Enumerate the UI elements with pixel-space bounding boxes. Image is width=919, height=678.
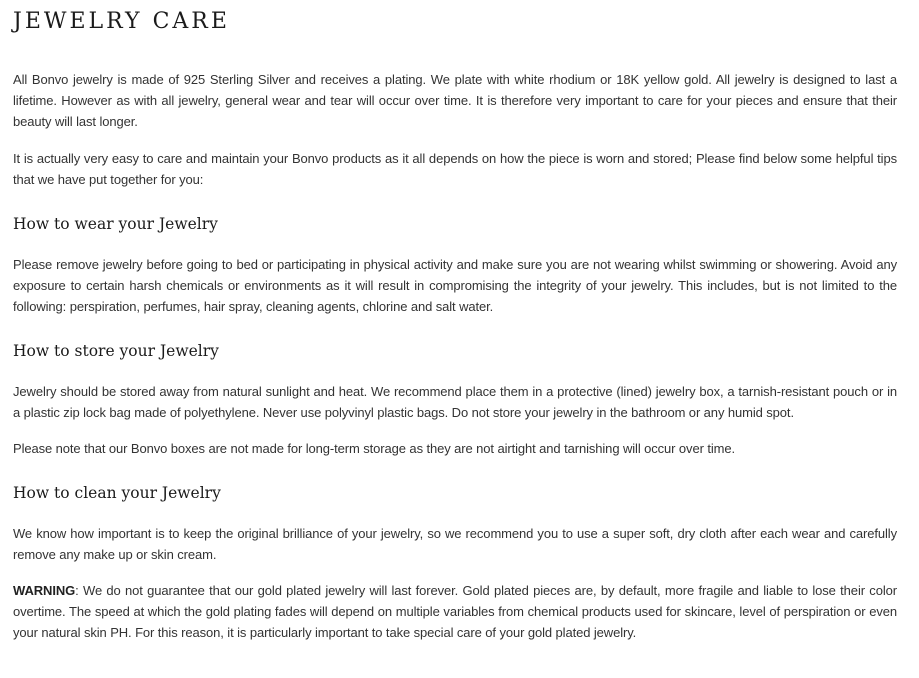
- clean-paragraph: We know how important is to keep the original brilliance of your jewelry, so we recommend you to use a super soft, dry cloth after each wear and carefully remove any make up or skin cream.: [13, 526, 897, 562]
- intro-paragraph-2: It is actually very easy to care and maintain your Bonvo products as it all depends on how the piece is worn and stored; Please find below some helpful tips that we have put together for you:: [13, 151, 897, 187]
- wear-paragraph: Please remove jewelry before going to bed or participating in physical activity and make sure you are not wearing whilst swimming or showering. Avoid any exposure to certain harsh chemicals or environments as it will result in compromising the integrity of your jewelry. This includes, but is not limited to the following: perspiration, perfumes, hair spray, cleaning agents, chlorine and salt water.: [13, 257, 897, 314]
- warning-text: : We do not guarantee that our gold plated jewelry will last forever. Gold plated pieces are, by default, more fragile and liable to lose their color overtime. The speed at which the gold plating fades will depend on multiple variables from chemical products used for skincare, level of perspiration or even your natural skin PH. For this reason, it is particularly important to take special care of your gold plated jewelry.: [13, 583, 897, 640]
- warning-paragraph: [13, 580, 897, 643]
- clean-heading: How to clean your Jewelry: [13, 484, 221, 502]
- store-paragraph-1: Jewelry should be stored away from natural sunlight and heat. We recommend place them in a protective (lined) jewelry box, a tarnish-resistant pouch or in a plastic zip lock bag made of polyethylene. Never use polyvinyl plastic bags. Do not store your jewelry in the bathroom or any humid spot.: [13, 384, 897, 420]
- wear-heading: How to wear your Jewelry: [13, 215, 218, 233]
- page-title: JEWELRY CARE: [13, 9, 230, 34]
- store-heading: How to store your Jewelry: [13, 342, 219, 360]
- intro-paragraph-1: All Bonvo jewelry is made of 925 Sterling Silver and receives a plating. We plate with white rhodium or 18K yellow gold. All jewelry is designed to last a lifetime. However as with all jewelry, general wear and tear will occur over time. It is therefore very important to care for your pieces and ensure that their beauty will last longer.: [13, 72, 897, 129]
- warning-label: WARNING: [13, 583, 76, 598]
- store-paragraph-2: Please note that our Bonvo boxes are not made for long-term storage as they are not airtight and tarnishing will occur over time.: [13, 441, 735, 456]
